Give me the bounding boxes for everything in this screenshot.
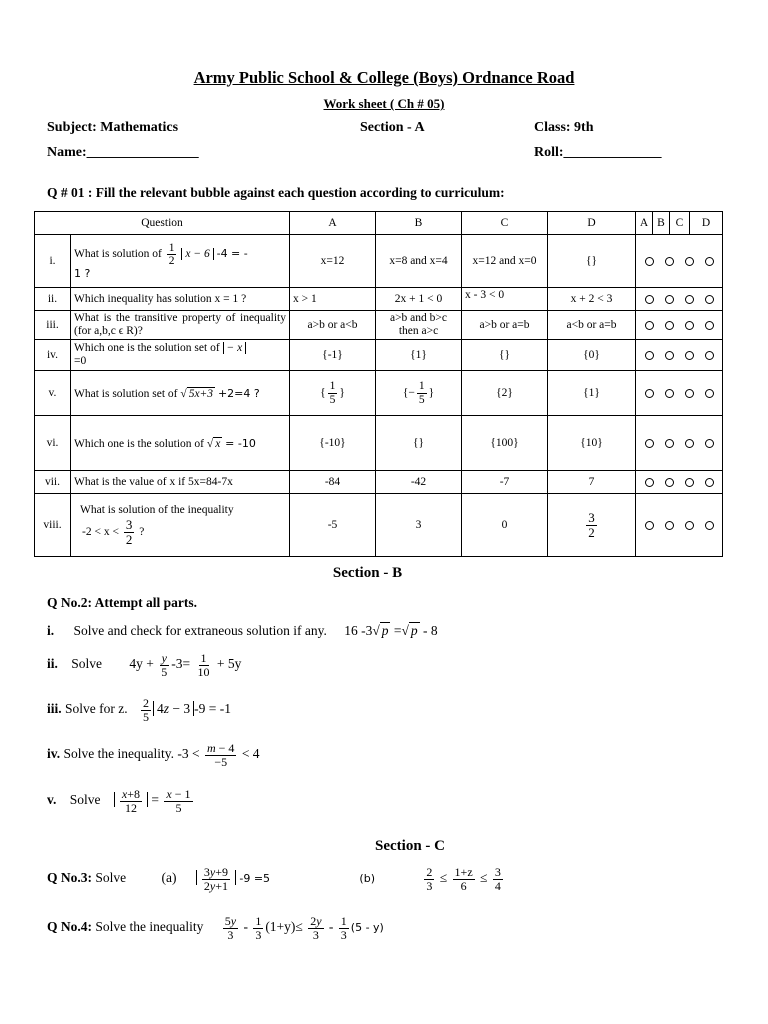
bubble-d[interactable] bbox=[705, 389, 714, 398]
question-cell bbox=[71, 494, 290, 557]
option-b: a>b and b>c then a>c bbox=[376, 311, 462, 340]
bubble-group bbox=[636, 235, 723, 288]
part-text: Solve and check for extraneous solution if any. bbox=[73, 623, 327, 638]
option-a-value: -1 bbox=[327, 349, 338, 361]
option-a: x > 1 bbox=[290, 288, 376, 311]
table-row bbox=[35, 494, 723, 557]
option-b-value: 1 bbox=[415, 349, 422, 361]
math-expression: $\frac{x+8}{12}$ = $\frac{x - 1}{5}$ bbox=[114, 792, 195, 807]
col-bubble-d: D bbox=[690, 212, 723, 235]
name-field[interactable]: Name:________________ bbox=[47, 145, 199, 160]
bubble-a[interactable] bbox=[645, 521, 654, 530]
bubble-b[interactable] bbox=[665, 351, 674, 360]
class-label: Class: 9th bbox=[534, 120, 594, 135]
option-c-value: 2 bbox=[501, 387, 508, 399]
question-text-end: ? bbox=[139, 525, 145, 538]
bubble-group bbox=[636, 371, 723, 416]
option-a: a>b or a<b bbox=[290, 311, 376, 340]
math-sqrt-x: x bbox=[215, 437, 221, 450]
question-text: Which inequality has solution x = 1 ? bbox=[71, 288, 290, 311]
q2-part-v bbox=[47, 788, 195, 814]
q3-part-b-label: (b) bbox=[359, 872, 375, 886]
col-bubble-b: B bbox=[653, 212, 670, 235]
option-b: 3 bbox=[376, 494, 462, 557]
bubble-group bbox=[636, 311, 723, 340]
option-c-value: 100 bbox=[495, 437, 514, 449]
table-row bbox=[35, 311, 723, 340]
section-a-label: Section - A bbox=[360, 120, 425, 135]
math-three-halves: $\frac{3}{2}$ bbox=[125, 516, 133, 547]
worksheet-label: Work sheet ( Ch # 05) bbox=[323, 96, 445, 111]
table-row bbox=[35, 340, 723, 371]
bubble-c[interactable] bbox=[685, 351, 694, 360]
col-bubble-c: C bbox=[670, 212, 690, 235]
bubble-c[interactable] bbox=[685, 321, 694, 330]
option-b: x=8 and x=4 bbox=[376, 235, 462, 288]
option-a: -84 bbox=[290, 471, 376, 494]
option-c: x=12 and x=0 bbox=[462, 235, 548, 288]
bubble-b[interactable] bbox=[665, 257, 674, 266]
bubble-b[interactable] bbox=[665, 295, 674, 304]
option-d: 7 bbox=[548, 471, 636, 494]
part-label: i. bbox=[47, 623, 55, 638]
col-c: C bbox=[462, 212, 548, 235]
question-cell: What is solution set of √ 5x+3 +2=4 ? bbox=[71, 371, 290, 416]
bubble-d[interactable] bbox=[705, 478, 714, 487]
question-text: What is the transitive property of inequality (for a,b,c ϵ R)? bbox=[71, 311, 290, 340]
bubble-a[interactable] bbox=[645, 351, 654, 360]
table-row bbox=[35, 471, 723, 494]
col-d: D bbox=[548, 212, 636, 235]
bubble-d[interactable] bbox=[705, 321, 714, 330]
option-a: -5 bbox=[290, 494, 376, 557]
math-abs-neg-x: − x bbox=[223, 342, 247, 354]
bubble-c[interactable] bbox=[685, 521, 694, 530]
question-text-cont: -4 = - bbox=[216, 247, 248, 261]
option-d: {10} bbox=[548, 416, 636, 471]
option-a: {-10} bbox=[290, 416, 376, 471]
option-d-value: 0 bbox=[588, 349, 595, 361]
math-expression: 4y + $\frac{y}{5}$ -3= $\frac{1}{10}$ + 5y bbox=[129, 651, 242, 679]
option-c: x - 3 < 0 bbox=[462, 288, 548, 311]
option-c: {} bbox=[462, 340, 548, 371]
option-c: {2} bbox=[462, 371, 548, 416]
question-text: Which one is the solution of bbox=[74, 437, 204, 450]
bubble-b[interactable] bbox=[665, 389, 674, 398]
section-c-title: Section - C bbox=[375, 838, 445, 854]
bubble-group bbox=[636, 471, 723, 494]
bubble-group bbox=[636, 340, 723, 371]
col-a: A bbox=[290, 212, 376, 235]
option-a: x=12 bbox=[290, 235, 376, 288]
math-half: $\frac{1}{2}$ bbox=[168, 241, 175, 267]
option-d: {0} bbox=[548, 340, 636, 371]
option-d: x + 2 < 3 bbox=[548, 288, 636, 311]
bubble-d[interactable] bbox=[705, 439, 714, 448]
row-number: vii. bbox=[35, 471, 71, 494]
bubble-a[interactable] bbox=[645, 295, 654, 304]
worksheet-title bbox=[0, 96, 768, 112]
bubble-a[interactable] bbox=[645, 389, 654, 398]
option-c: a>b or a=b bbox=[462, 311, 548, 340]
q4-line bbox=[47, 915, 384, 941]
q2-part-iv bbox=[47, 742, 260, 768]
question-text: What is solution set of bbox=[74, 387, 178, 400]
bubble-c[interactable] bbox=[685, 439, 694, 448]
option-b: 2x + 1 < 0 bbox=[376, 288, 462, 311]
part-label: iii. bbox=[47, 701, 62, 717]
table-header-row bbox=[35, 212, 723, 235]
option-a: {-1} bbox=[290, 340, 376, 371]
row-number: viii. bbox=[35, 494, 71, 557]
q3-line bbox=[47, 866, 505, 892]
part-label: v. bbox=[47, 792, 57, 808]
part-text: Solve the inequality. bbox=[63, 746, 174, 762]
part-text: Solve bbox=[71, 656, 103, 672]
question-text: Which one is the solution set of bbox=[74, 342, 220, 354]
option-b: {} bbox=[376, 416, 462, 471]
q2-part-i bbox=[47, 622, 438, 639]
option-c: -7 bbox=[462, 471, 548, 494]
question-text: What is the value of x if 5x=84-7x bbox=[71, 471, 290, 494]
row-number: iii. bbox=[35, 311, 71, 340]
question-text: What is solution of the inequality bbox=[80, 503, 234, 516]
q1-instruction: Q # 01 : Fill the relevant bubble against each question according to curriculum: bbox=[47, 185, 505, 200]
q2-part-iii bbox=[47, 697, 231, 723]
table-row bbox=[35, 288, 723, 311]
option-d: {1} bbox=[548, 371, 636, 416]
option-b: -42 bbox=[376, 471, 462, 494]
subject-label: Subject: Mathematics bbox=[47, 120, 179, 135]
question-text-cont: = -10 bbox=[225, 436, 256, 450]
option-c: {100} bbox=[462, 416, 548, 471]
q3-label: Q No.3: bbox=[47, 870, 92, 886]
question-text-cont: =0 bbox=[74, 355, 87, 367]
roll-field[interactable]: Roll:______________ bbox=[534, 145, 662, 160]
bubble-d[interactable] bbox=[705, 257, 714, 266]
math-abs-x-minus-6: x − 6 bbox=[181, 248, 213, 260]
math-expression: 16 -3√ p =√ p - 8 bbox=[344, 623, 438, 638]
bubble-d[interactable] bbox=[705, 295, 714, 304]
bubble-b[interactable] bbox=[665, 321, 674, 330]
q2-heading: Q No.2: Attempt all parts. bbox=[47, 595, 197, 610]
option-d: {} bbox=[548, 235, 636, 288]
bubble-c[interactable] bbox=[685, 257, 694, 266]
row-number: iv. bbox=[35, 340, 71, 371]
bubble-c[interactable] bbox=[685, 478, 694, 487]
section-b-title: Section - B bbox=[332, 565, 403, 581]
mcq-table bbox=[34, 211, 723, 557]
part-label: ii. bbox=[47, 656, 58, 672]
math-expression: $\frac{3y+9}{2y+1}$ -9 =5 bbox=[196, 870, 270, 885]
bubble-a[interactable] bbox=[645, 321, 654, 330]
option-a-value: -10 bbox=[324, 437, 341, 449]
table-row bbox=[35, 416, 723, 471]
q2-part-ii bbox=[47, 652, 241, 678]
question-cell: Which one is the solution of √ x = -10 bbox=[71, 416, 290, 471]
bubble-group bbox=[636, 494, 723, 557]
option-d-value: 1 bbox=[588, 387, 595, 399]
bubble-d[interactable] bbox=[705, 351, 714, 360]
option-b: {− $\frac{1}{5}$ } bbox=[376, 371, 462, 416]
bubble-group bbox=[636, 416, 723, 471]
col-question: Question bbox=[35, 212, 290, 235]
question-text: What is solution of bbox=[74, 248, 162, 261]
part-text: Solve bbox=[69, 792, 101, 808]
bubble-b[interactable] bbox=[665, 521, 674, 530]
option-d: $\frac{3}{2}$ bbox=[548, 494, 636, 557]
bubble-d[interactable] bbox=[705, 521, 714, 530]
row-number: ii. bbox=[35, 288, 71, 311]
row-number: vi. bbox=[35, 416, 71, 471]
bubble-a[interactable] bbox=[645, 478, 654, 487]
q3-text: Solve bbox=[95, 870, 127, 886]
part-text: Solve for z. bbox=[65, 701, 128, 717]
question-cell bbox=[71, 340, 290, 371]
bubble-b[interactable] bbox=[665, 439, 674, 448]
bubble-a[interactable] bbox=[645, 439, 654, 448]
question-cell bbox=[71, 235, 290, 288]
table-row bbox=[35, 371, 723, 416]
option-d-value: 10 bbox=[585, 437, 598, 449]
question-text-cont: +2=4 ? bbox=[217, 386, 260, 400]
question-text-cont: -2 < x < bbox=[82, 525, 119, 538]
math-expression: $\frac{5y}{3}$ - $\frac{1}{3}$ (1+y)≤ $\frac{2y}{3}$ - $\frac{1}{3}$ (5 - y) bbox=[224, 914, 384, 942]
option-a: { $\frac{1}{5}$ } bbox=[290, 371, 376, 416]
bubble-c[interactable] bbox=[685, 295, 694, 304]
bubble-a[interactable] bbox=[645, 257, 654, 266]
bubble-b[interactable] bbox=[665, 478, 674, 487]
school-title: Army Public School & College (Boys) Ordnance Road bbox=[193, 68, 575, 87]
part-label: iv. bbox=[47, 746, 61, 762]
option-d: a<b or a=b bbox=[548, 311, 636, 340]
math-expression: $\frac{2}{5}$ 4z − 3 -9 = -1 bbox=[143, 696, 231, 724]
math-sqrt-5x-plus-3: 5x+3 bbox=[188, 387, 214, 400]
row-number: i. bbox=[35, 235, 71, 288]
option-b: {1} bbox=[376, 340, 462, 371]
bubble-group bbox=[636, 288, 723, 311]
q4-text: Solve the inequality bbox=[95, 919, 204, 935]
question-text-end: 1 ? bbox=[74, 267, 91, 281]
col-bubble-a: A bbox=[636, 212, 653, 235]
col-b: B bbox=[376, 212, 462, 235]
bubble-c[interactable] bbox=[685, 389, 694, 398]
math-expression: $\frac{2}{3}$ ≤ $\frac{1+z}{6}$ ≤ $\frac{3}{4}$ bbox=[426, 865, 501, 893]
q4-label: Q No.4: bbox=[47, 919, 92, 935]
table-row bbox=[35, 235, 723, 288]
q3-part-a-label: (a) bbox=[161, 870, 177, 886]
math-expression: -3 < $\frac{m - 4}{-5}$ < 4 bbox=[177, 741, 260, 769]
row-number: v. bbox=[35, 371, 71, 416]
option-c: 0 bbox=[462, 494, 548, 557]
